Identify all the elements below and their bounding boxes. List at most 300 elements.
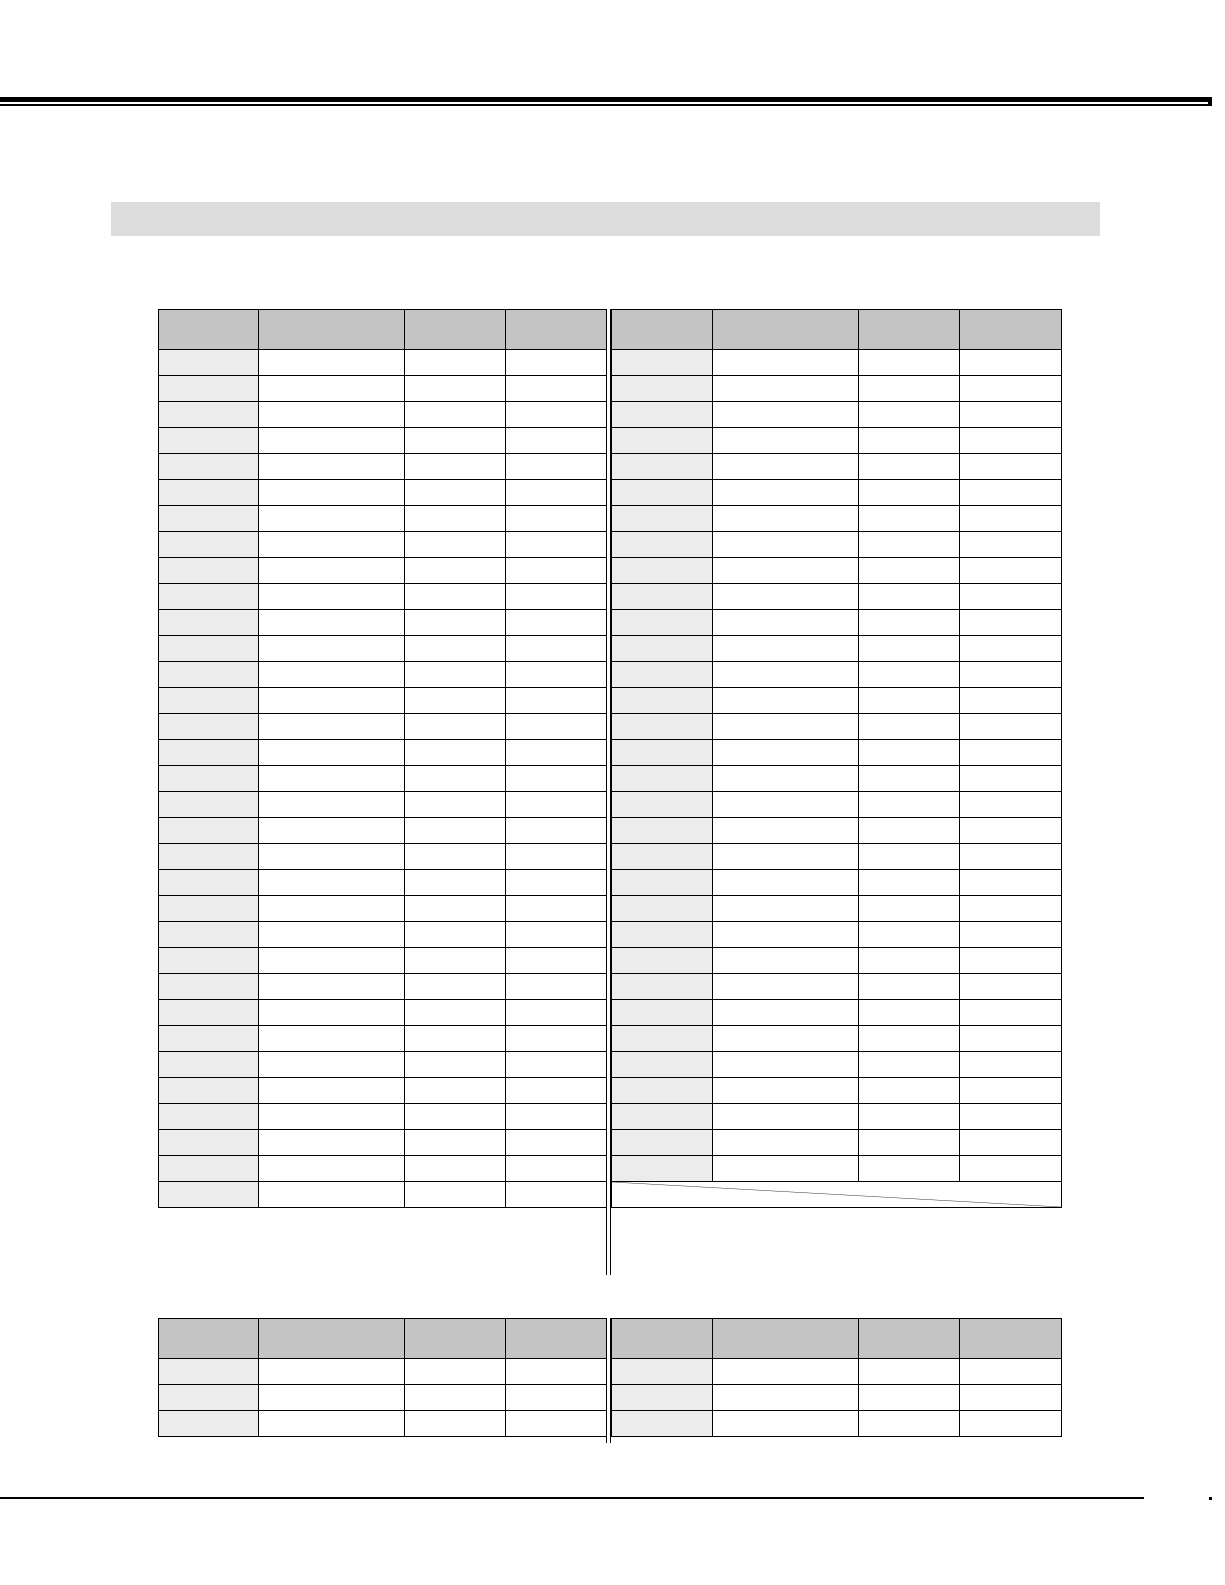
table-cell (506, 844, 607, 870)
table-cell (506, 870, 607, 896)
table-row (612, 506, 1062, 532)
table-cell (859, 1026, 960, 1052)
table-cell (506, 922, 607, 948)
table-split-divider (606, 309, 611, 1275)
table-cell (713, 974, 859, 1000)
table-cell (259, 922, 405, 948)
table-row (612, 584, 1062, 610)
table-cell (405, 974, 506, 1000)
table-row (159, 558, 607, 584)
row-label-cell (159, 766, 259, 792)
table-cell (506, 818, 607, 844)
table-row (612, 1078, 1062, 1104)
row-label-cell (612, 688, 713, 714)
table-row (159, 844, 607, 870)
table-row (159, 1052, 607, 1078)
table-cell (713, 1078, 859, 1104)
table-cell (859, 1359, 960, 1385)
table-cell (405, 766, 506, 792)
diagonal-line (612, 1182, 1061, 1207)
table-cell (713, 1359, 859, 1385)
row-label-cell (612, 922, 713, 948)
table-cell (506, 506, 607, 532)
table-cell (859, 922, 960, 948)
table-cell (405, 532, 506, 558)
table-cell (713, 454, 859, 480)
table-cell (405, 506, 506, 532)
table-cell (960, 792, 1062, 818)
table-cell (960, 688, 1062, 714)
header-row (612, 310, 1062, 350)
table-row (612, 1182, 1062, 1208)
row-label-cell (159, 636, 259, 662)
row-label-cell (612, 636, 713, 662)
header-row (612, 1319, 1062, 1359)
table-cell (859, 870, 960, 896)
table-cell (859, 662, 960, 688)
row-label-cell (159, 480, 259, 506)
table-row (612, 1104, 1062, 1130)
table-row (159, 1130, 607, 1156)
table-row (612, 870, 1062, 896)
table-cell (259, 740, 405, 766)
table-cell (506, 688, 607, 714)
table-row (159, 610, 607, 636)
row-label-cell (612, 1104, 713, 1130)
table-cell (259, 844, 405, 870)
table-cell (713, 766, 859, 792)
table-cell (259, 350, 405, 376)
table-row (612, 402, 1062, 428)
table-cell (859, 1078, 960, 1104)
table-cell (259, 454, 405, 480)
table-cell (713, 1104, 859, 1130)
table-cell (506, 714, 607, 740)
table-cell (405, 896, 506, 922)
row-label-cell (612, 1411, 713, 1437)
table-cell (405, 376, 506, 402)
table-cell (506, 428, 607, 454)
header-row (159, 310, 607, 350)
table-cell (960, 558, 1062, 584)
row-label-cell (159, 870, 259, 896)
row-label-cell (159, 844, 259, 870)
row-label-cell (159, 974, 259, 1000)
header-cell (259, 1319, 405, 1359)
table-row (159, 1000, 607, 1026)
table-cell (713, 818, 859, 844)
table-row (612, 610, 1062, 636)
row-label-cell (612, 766, 713, 792)
row-label-cell (159, 1182, 259, 1208)
table-row (159, 870, 607, 896)
table-row (159, 1385, 607, 1411)
table-row (159, 1026, 607, 1052)
table-cell (506, 1104, 607, 1130)
table-cell (713, 480, 859, 506)
table-cell (859, 1052, 960, 1078)
table-cell (259, 948, 405, 974)
row-label-cell (159, 792, 259, 818)
row-label-cell (612, 1359, 713, 1385)
table-cell (859, 896, 960, 922)
corner-mark (1209, 1497, 1212, 1500)
table-row (159, 714, 607, 740)
table-cell (259, 636, 405, 662)
top-rule-thin (0, 104, 1212, 106)
table-cell (713, 558, 859, 584)
table-row (159, 376, 607, 402)
table-cell (960, 662, 1062, 688)
table-cell (405, 610, 506, 636)
table-row (612, 740, 1062, 766)
row-label-cell (612, 1026, 713, 1052)
table-cell (960, 974, 1062, 1000)
table-cell (713, 532, 859, 558)
row-label-cell (612, 740, 713, 766)
row-label-cell (612, 584, 713, 610)
table-cell (960, 532, 1062, 558)
table-row (159, 1078, 607, 1104)
header-cell (612, 1319, 713, 1359)
table-cell (506, 1359, 607, 1385)
left-half-table (158, 309, 607, 1208)
table-cell (859, 948, 960, 974)
table-row (159, 948, 607, 974)
row-label-cell (159, 1078, 259, 1104)
table-cell (713, 948, 859, 974)
table-cell (259, 506, 405, 532)
section-heading-bar (111, 202, 1100, 236)
table-cell (859, 532, 960, 558)
header-row (159, 1319, 607, 1359)
table-cell (506, 584, 607, 610)
table-cell (259, 1156, 405, 1182)
table-row (159, 584, 607, 610)
row-label-cell (612, 480, 713, 506)
table-cell (405, 948, 506, 974)
table-cell (960, 1130, 1062, 1156)
row-label-cell (612, 818, 713, 844)
table-row (612, 714, 1062, 740)
table-cell (960, 922, 1062, 948)
table-cell (506, 558, 607, 584)
table-cell (405, 428, 506, 454)
table-cell (960, 844, 1062, 870)
table-row (612, 948, 1062, 974)
table-cell (713, 714, 859, 740)
table-row (159, 506, 607, 532)
table-cell (405, 1000, 506, 1026)
table-cell (859, 792, 960, 818)
row-label-cell (159, 350, 259, 376)
table-cell (859, 1156, 960, 1182)
row-label-cell (159, 714, 259, 740)
row-label-cell (612, 402, 713, 428)
main-table (158, 309, 1061, 1275)
row-label-cell (612, 610, 713, 636)
table-cell (713, 896, 859, 922)
table-cell (259, 766, 405, 792)
table-row (159, 1182, 607, 1208)
row-label-cell (159, 1156, 259, 1182)
table-row (612, 1359, 1062, 1385)
secondary-table (158, 1318, 1061, 1443)
table-cell (713, 662, 859, 688)
row-label-cell (612, 870, 713, 896)
table-cell (259, 1130, 405, 1156)
table-cell (405, 454, 506, 480)
table-cell (859, 1104, 960, 1130)
table-cell (405, 870, 506, 896)
table-cell (859, 350, 960, 376)
table-row (612, 896, 1062, 922)
table-cell (713, 792, 859, 818)
table-cell (859, 714, 960, 740)
table-cell (506, 636, 607, 662)
table-cell (713, 1130, 859, 1156)
row-label-cell (159, 610, 259, 636)
row-label-cell (159, 402, 259, 428)
header-cell (713, 310, 859, 350)
row-label-cell (159, 922, 259, 948)
table-row (612, 532, 1062, 558)
table-cell (859, 974, 960, 1000)
table-row (612, 376, 1062, 402)
table-cell (713, 1026, 859, 1052)
table-cell (405, 402, 506, 428)
row-label-cell (612, 454, 713, 480)
table-cell (259, 1000, 405, 1026)
table-cell (506, 766, 607, 792)
row-label-cell (612, 1156, 713, 1182)
table-cell (405, 1385, 506, 1411)
table-cell (713, 1411, 859, 1437)
table-cell (506, 1130, 607, 1156)
table-row (612, 428, 1062, 454)
table-cell (259, 610, 405, 636)
row-label-cell (612, 506, 713, 532)
table-cell (713, 376, 859, 402)
row-label-cell (612, 1052, 713, 1078)
table-cell (960, 1000, 1062, 1026)
table-cell (506, 740, 607, 766)
table-cell (960, 1052, 1062, 1078)
table-cell (713, 428, 859, 454)
table-cell (960, 1104, 1062, 1130)
table-cell (713, 688, 859, 714)
table-cell (405, 688, 506, 714)
table-cell (259, 1078, 405, 1104)
table-cell (405, 636, 506, 662)
table-cell (405, 1026, 506, 1052)
table-cell (859, 844, 960, 870)
row-label-cell (159, 818, 259, 844)
table-cell (259, 532, 405, 558)
table-row (159, 740, 607, 766)
table-cell (960, 402, 1062, 428)
table-cell (859, 818, 960, 844)
row-label-cell (612, 350, 713, 376)
table-cell (960, 376, 1062, 402)
table-cell (960, 1026, 1062, 1052)
table-row (159, 792, 607, 818)
header-cell (612, 310, 713, 350)
row-label-cell (159, 532, 259, 558)
table-cell (859, 428, 960, 454)
table-cell (713, 844, 859, 870)
table-cell (859, 558, 960, 584)
table-row (159, 818, 607, 844)
table-row (159, 1359, 607, 1385)
table-cell (713, 870, 859, 896)
table-cell (405, 844, 506, 870)
table-row (159, 1104, 607, 1130)
table-cell (859, 376, 960, 402)
row-label-cell (612, 532, 713, 558)
table-cell (259, 584, 405, 610)
row-label-cell (612, 948, 713, 974)
table-cell (506, 1156, 607, 1182)
row-label-cell (159, 376, 259, 402)
row-label-cell (159, 1130, 259, 1156)
table-cell (713, 1156, 859, 1182)
table-cell (506, 532, 607, 558)
table-cell (960, 506, 1062, 532)
table-cell (405, 792, 506, 818)
table-cell (713, 610, 859, 636)
table-cell (506, 974, 607, 1000)
table-cell (713, 506, 859, 532)
table-cell (713, 402, 859, 428)
table-row (159, 350, 607, 376)
row-label-cell (159, 1359, 259, 1385)
header-cell (713, 1319, 859, 1359)
table-cell (506, 376, 607, 402)
table-cell (506, 1026, 607, 1052)
table-row (159, 766, 607, 792)
header-cell (960, 1319, 1062, 1359)
row-label-cell (612, 844, 713, 870)
table-cell (506, 1385, 607, 1411)
top-rule-cap (1208, 97, 1212, 106)
table-cell (259, 818, 405, 844)
table-cell (960, 584, 1062, 610)
table-cell (960, 714, 1062, 740)
table-row (612, 766, 1062, 792)
row-label-cell (159, 506, 259, 532)
table-cell (405, 1156, 506, 1182)
table-cell (405, 1104, 506, 1130)
row-label-cell (159, 454, 259, 480)
table-cell (506, 792, 607, 818)
row-label-cell (159, 428, 259, 454)
header-cell (859, 310, 960, 350)
row-label-cell (612, 896, 713, 922)
table-cell (405, 662, 506, 688)
table-row (159, 532, 607, 558)
table-cell (859, 1411, 960, 1437)
row-label-cell (159, 1052, 259, 1078)
table-cell (960, 1411, 1062, 1437)
table-cell (259, 1411, 405, 1437)
table-row (612, 974, 1062, 1000)
row-label-cell (612, 558, 713, 584)
table-split-divider (606, 1318, 611, 1443)
table-cell (859, 454, 960, 480)
table-row (159, 662, 607, 688)
table-cell (859, 1000, 960, 1026)
table-cell (405, 1359, 506, 1385)
row-label-cell (612, 1385, 713, 1411)
table-row (612, 1385, 1062, 1411)
table-row (612, 636, 1062, 662)
table-row (159, 454, 607, 480)
table-cell (405, 350, 506, 376)
table-cell (506, 350, 607, 376)
header-cell (405, 310, 506, 350)
table-cell (960, 480, 1062, 506)
table-cell (259, 1359, 405, 1385)
header-cell (506, 1319, 607, 1359)
table-cell (960, 1385, 1062, 1411)
table-row (612, 844, 1062, 870)
table-cell (259, 1026, 405, 1052)
table-cell (259, 480, 405, 506)
header-cell (960, 310, 1062, 350)
row-label-cell (159, 1104, 259, 1130)
table-row (612, 922, 1062, 948)
table-cell (859, 636, 960, 662)
table-cell (960, 870, 1062, 896)
table-cell (859, 506, 960, 532)
table-cell (259, 1104, 405, 1130)
table-cell (506, 454, 607, 480)
table-row (159, 922, 607, 948)
empty-filler-cell (612, 1182, 1062, 1208)
row-label-cell (159, 896, 259, 922)
table-cell (713, 350, 859, 376)
table-cell (405, 1182, 506, 1208)
table-cell (405, 1130, 506, 1156)
table-cell (859, 402, 960, 428)
table-cell (960, 948, 1062, 974)
header-cell (159, 1319, 259, 1359)
table-cell (405, 922, 506, 948)
table-cell (713, 636, 859, 662)
table-cell (259, 1052, 405, 1078)
row-label-cell (159, 558, 259, 584)
table-row (612, 1000, 1062, 1026)
table-cell (506, 1000, 607, 1026)
table-cell (405, 1052, 506, 1078)
table-cell (713, 1000, 859, 1026)
table-cell (859, 766, 960, 792)
table-row (612, 1026, 1062, 1052)
table-row (612, 454, 1062, 480)
right-half-table (611, 309, 1062, 1208)
table-cell (859, 584, 960, 610)
table-cell (259, 974, 405, 1000)
table-cell (960, 610, 1062, 636)
table-row (159, 402, 607, 428)
table-cell (859, 480, 960, 506)
table-row (159, 428, 607, 454)
row-label-cell (159, 1411, 259, 1437)
table-cell (506, 1411, 607, 1437)
table-row (159, 636, 607, 662)
table-cell (960, 766, 1062, 792)
